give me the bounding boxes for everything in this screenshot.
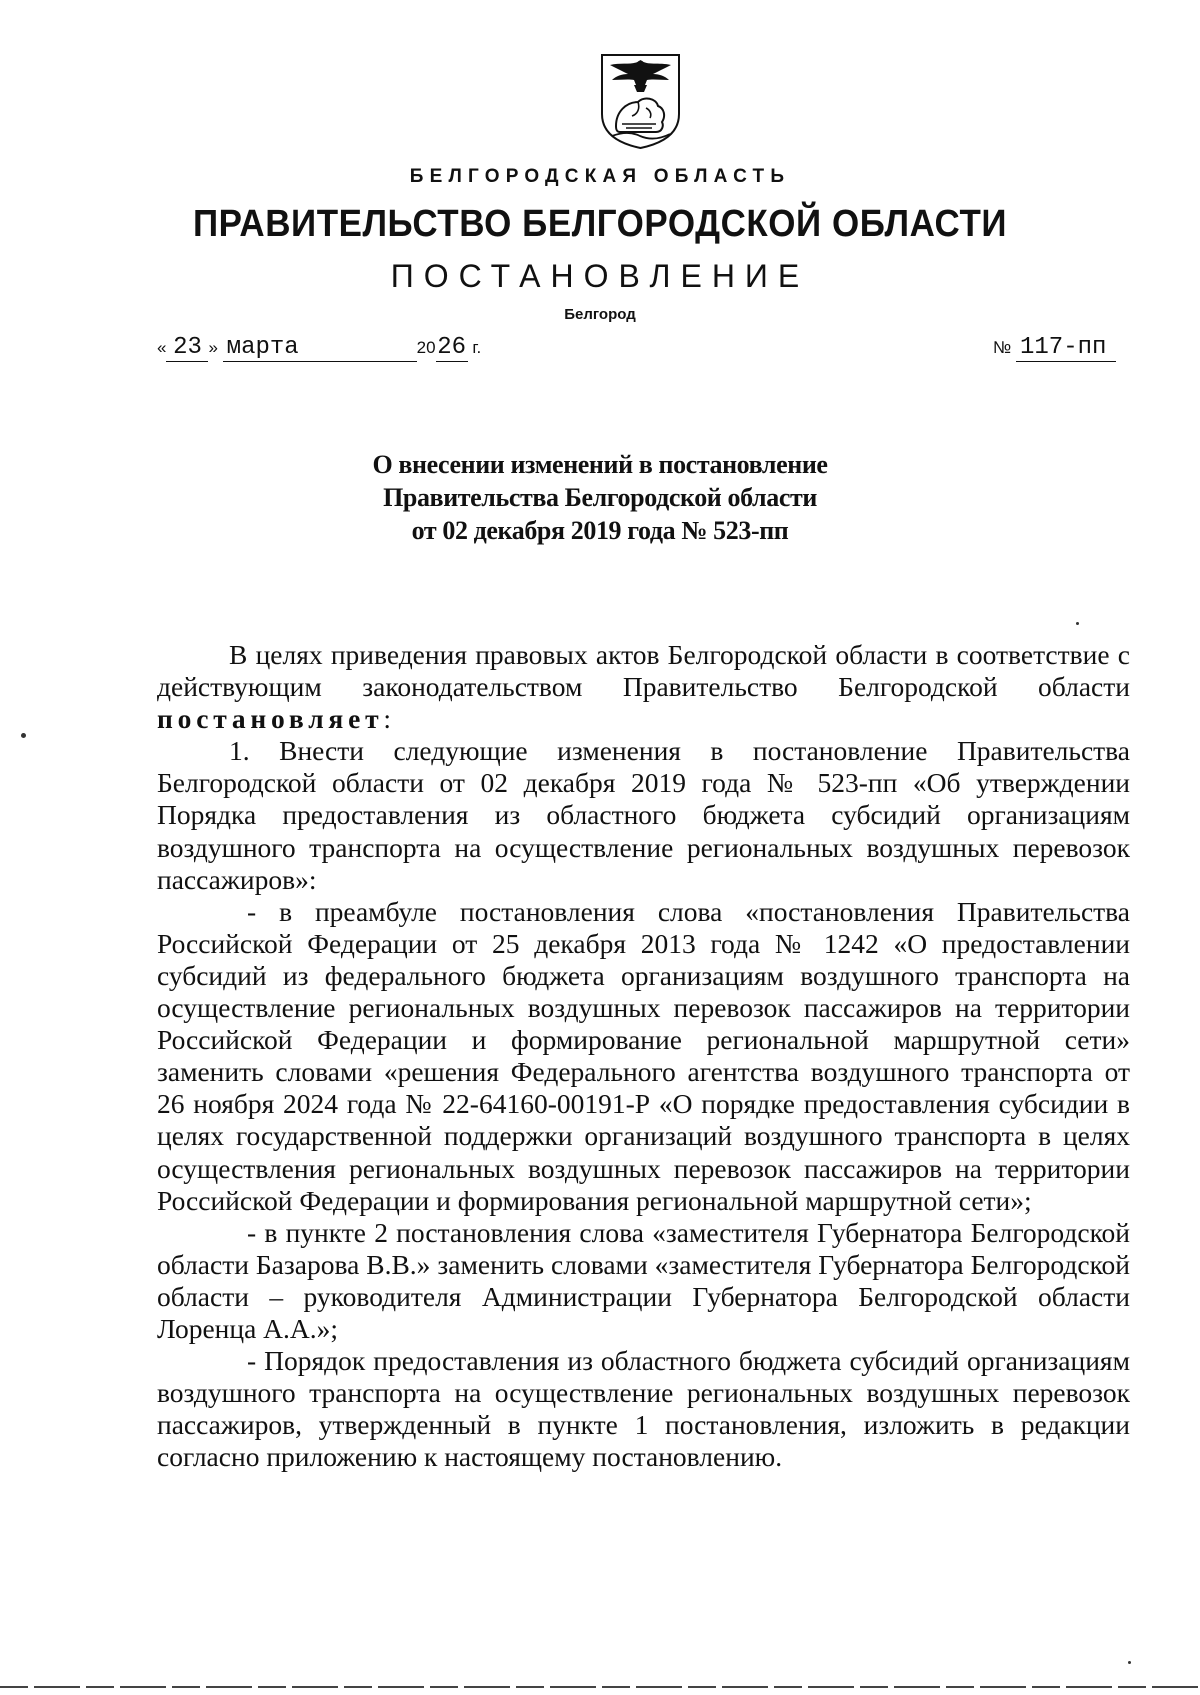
resolves-colon: : [383, 703, 392, 735]
region-name: БЕЛГОРОДСКАЯ ОБЛАСТЬ [409, 166, 791, 187]
date-close-quote: » [208, 338, 218, 357]
date-year-unit: г. [472, 338, 482, 357]
paragraph-intro [157, 639, 1130, 735]
document-type: ПОСТАНОВЛЕНИЕ [390, 258, 810, 294]
coat-of-arms-icon [598, 52, 683, 150]
scan-edge-line [0, 1686, 1200, 1688]
city-name: Белгород [564, 306, 636, 323]
paragraph-item-1-b: - в пункте 2 постановления слова «заместителя Губернатора Белгородской области Базарова В.В.» заменить словами «заместителя Губернатора Белгородской области – руководителя Администрации Губернатора Белгородской области Лоренца А.А.»; [157, 1216, 1130, 1344]
resolves-word: постановляет [157, 703, 384, 735]
document-number [993, 335, 1116, 362]
scan-speck [21, 733, 26, 738]
title-line: О внесении изменений в постановление [372, 450, 828, 479]
number-value: 117-пп [1016, 335, 1116, 362]
scan-speck [1128, 1661, 1131, 1664]
paragraph-item-1: 1. Внести следующие изменения в постановление Правительства Белгородской области от 02 декабря 2019 года № 523-пп «Об утверждении Порядка предоставления из областного бюджета субсидий организациям воздушного транспорта на осуществление региональных воздушных перевозок пассажиров»: [157, 735, 1130, 895]
document-body [157, 639, 1130, 1473]
scan-speck [1076, 622, 1079, 625]
government-name: ПРАВИТЕЛЬСТВО БЕЛГОРОДСКОЙ ОБЛАСТИ [192, 203, 1008, 245]
intro-text: В целях приведения правовых актов Белгородской области в соответствие с действующим законодательством Правительство Белгородской области [157, 639, 1130, 703]
paragraph-item-1-c: - Порядок предоставления из областного бюджета субсидий организациям воздушного транспорта на осуществление региональных воздушных перевозок пассажиров, утвержденный в пункте 1 постановления, изложить в редакции согласно приложению к настоящему постановлению. [157, 1345, 1130, 1473]
document-date [157, 335, 481, 362]
date-year-prefix: 20 [416, 338, 436, 357]
title-line: от 02 декабря 2019 года № 523-пп [411, 516, 789, 545]
document-title [0, 448, 1200, 547]
date-open-quote: « [157, 338, 167, 357]
title-line: Правительства Белгородской области [383, 483, 817, 512]
date-year-suffix: 26 [437, 334, 466, 361]
number-label: № [993, 338, 1012, 357]
date-month: марта [223, 335, 377, 362]
date-day: 23 [166, 335, 208, 362]
paragraph-item-1-a: - в преамбуле постановления слова «постановления Правительства Российской Федерации от 25 декабря 2013 года № 1242 «О предоставлении субсидий из федерального бюджета организациям воздушного транспорта на осуществление региональных воздушных перевозок пассажиров на территории Российской Федерации и формирование региональной маршрутной сети» заменить словами «решения Федерального агентства воздушного транспорта от 26 ноября 2024 года № 22-64160-00191-Р «О порядке предоставления субсидии в целях государственной поддержки организаций воздушного транспорта в целях осуществления региональных воздушных перевозок пассажиров на территории Российской Федерации и формирования региональной маршрутной сети»; [157, 895, 1130, 1216]
